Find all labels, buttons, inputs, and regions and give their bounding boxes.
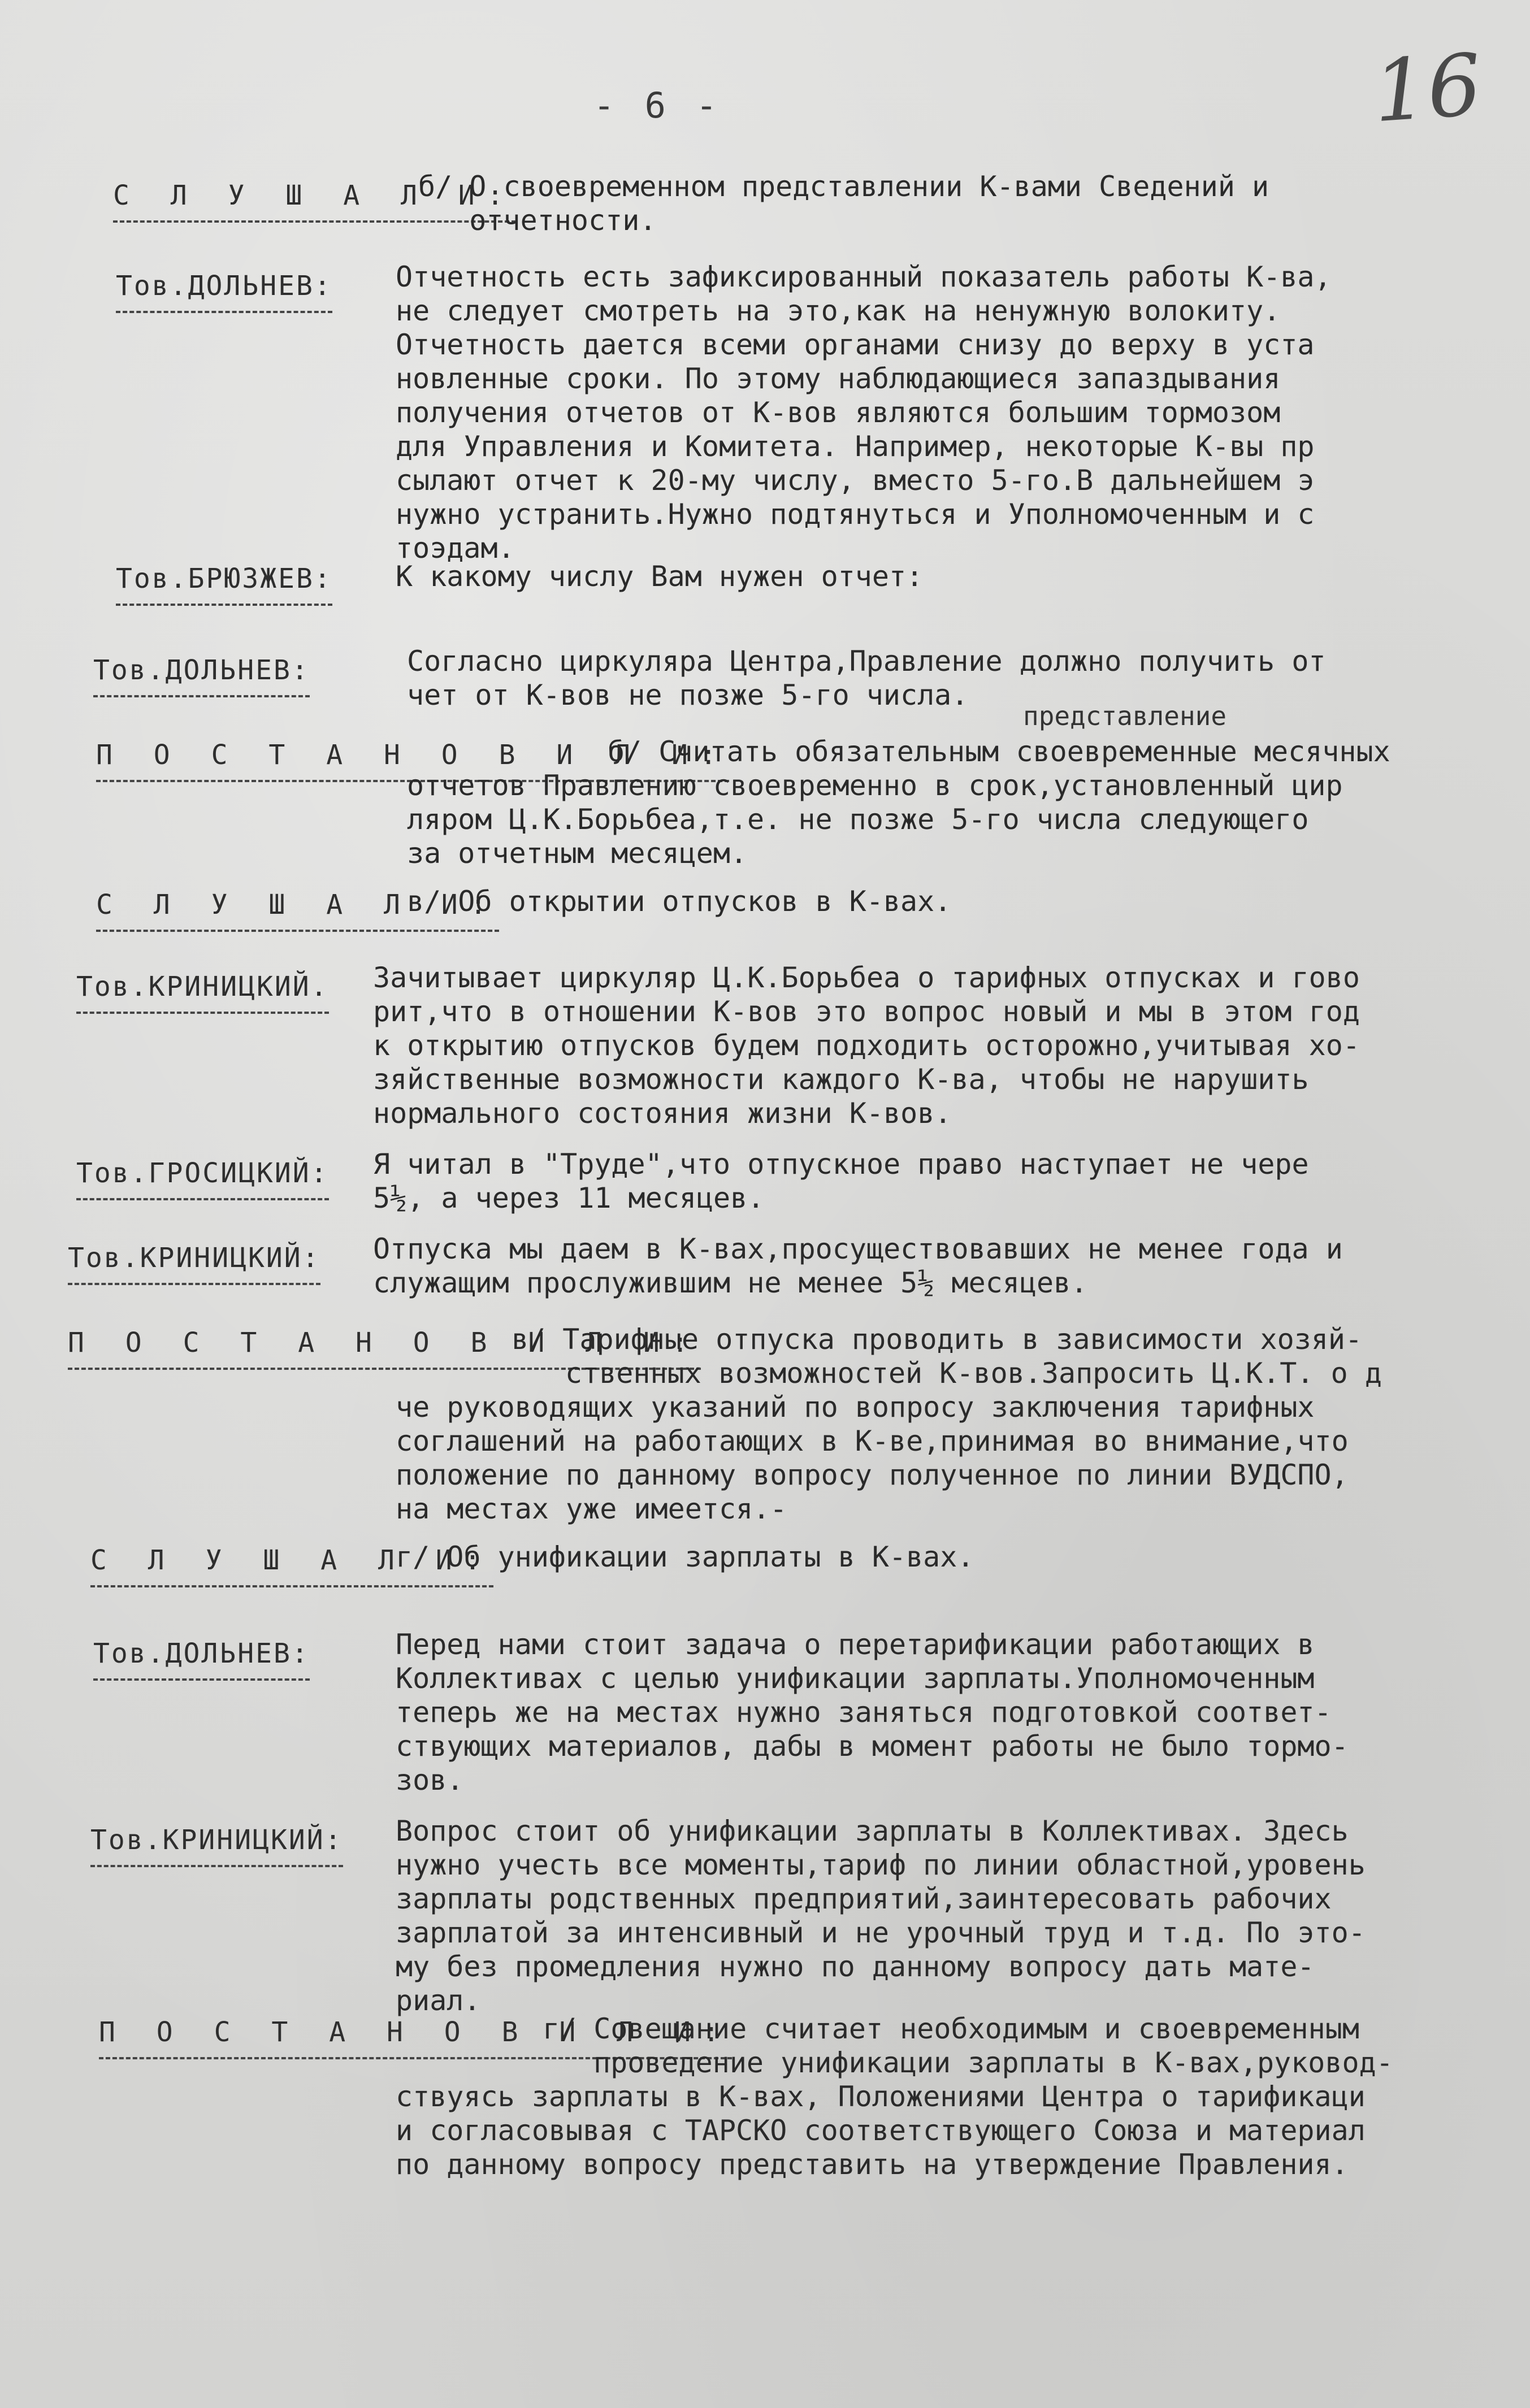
- text-line: б/ О своевременном представлении К-вами Сведений и: [418, 170, 1269, 203]
- text-line: отчетности.: [418, 204, 657, 237]
- text-line: нормального состояния жизни К-вов.: [373, 1097, 952, 1130]
- text-line: ственных возможностей К-вов.Запросить Ц.К.Т. о д: [565, 1357, 1382, 1390]
- speech-text: [373, 1232, 1481, 1300]
- text-line: ляром Ц.К.Борьбеа,т.е. не позже 5-го числа следующего: [407, 803, 1309, 836]
- text-line: г/ Об унификации зарплаты в К-вах.: [396, 1541, 974, 1573]
- text-line: за отчетным месяцем.: [407, 837, 748, 870]
- speech-text: [396, 559, 1503, 593]
- resolution-text-continued: [396, 2080, 1503, 2181]
- entry-text: [396, 1540, 1503, 1574]
- text-line: и согласовывая с ТАРСКО соответствующего Союза и материал: [396, 2114, 1366, 2147]
- entry-text: [418, 170, 1526, 237]
- text-line: г/ Совещание считает необходимым и своевременным: [543, 2012, 1359, 2045]
- text-line: для Управления и Комитета. Например, некоторые К-вы пр: [396, 430, 1315, 463]
- resolution-text-continued: [396, 1390, 1503, 1526]
- page-number: - 6 -: [593, 85, 722, 126]
- text-line: ствующих материалов, дабы в момент работы не было тормо-: [396, 1730, 1349, 1763]
- text-line: в/ Тарифные отпуска проводить в зависимости хозяй-: [512, 1323, 1363, 1356]
- speaker-name: Тов.ДОЛЬНЕВ:: [116, 270, 332, 302]
- speaker-name: Тов.БРЮЗЖЕВ:: [116, 563, 332, 595]
- text-line: в/ Об открытии отпусков в К-вах.: [407, 885, 952, 918]
- text-line: отчетов Правлению своевременно в срок,установленный цир: [407, 769, 1343, 802]
- text-line: зарплаты родственных предприятий,заинтересовать рабочих: [396, 1882, 1332, 1915]
- entry-label: С Л У Ш А Л И:: [113, 180, 516, 211]
- speaker-name: Тов.ГРОСИЦКИЙ:: [76, 1157, 329, 1189]
- text-line: служащим прослужившим не менее 5½ месяцев.: [373, 1266, 1088, 1299]
- text-line: Отпуска мы даем в К-вах,просуществовавших не менее года и: [373, 1233, 1343, 1265]
- text-line: по данному вопросу представить на утверждение Правления.: [396, 2148, 1349, 2181]
- text-line: Коллективах с целью унификации зарплаты.Уполномоченным: [396, 1662, 1315, 1695]
- speech-text: [373, 961, 1481, 1130]
- text-line: б/ Считать обязательным своевременные месячных: [608, 735, 1390, 768]
- entry-text: [407, 884, 1515, 918]
- text-line: Перед нами стоит задача о перетарификации работающих в: [396, 1628, 1315, 1661]
- text-line: нужно учесть все моменты,тариф по линии областной,уровень: [396, 1849, 1366, 1881]
- text-line: че руководящих указаний по вопросу заключения тарифных: [396, 1391, 1315, 1424]
- text-line: ствуясь зарплаты в К-вах, Положениями Центра о тарификаци: [396, 2080, 1366, 2113]
- text-line: зяйственные возможности каждого К-ва, чтобы не нарушить: [373, 1063, 1309, 1096]
- text-line: Вопрос стоит об унификации зарплаты в Коллективах. Здесь: [396, 1815, 1349, 1847]
- text-line: чет от К-вов не позже 5-го числа.: [407, 679, 969, 711]
- text-line: Отчетность дается всеми органами снизу до верху в уста: [396, 328, 1315, 361]
- entry-label: П О С Т А Н О В И Л И:: [99, 2016, 732, 2048]
- speaker-name: Тов.ДОЛЬНЕВ:: [93, 654, 310, 686]
- text-line: сылают отчет к 20-му числу, вместо 5-го.В дальнейшем э: [396, 464, 1315, 497]
- text-line: 5½, а через 11 месяцев.: [373, 1182, 765, 1214]
- speaker-name: Тов.КРИНИЦКИЙ.: [76, 971, 329, 1003]
- text-line: рит,что в отношении К-вов это вопрос новый и мы в этом год: [373, 995, 1360, 1028]
- text-line: зарплатой за интенсивный и не урочный труд и т.д. По это-: [396, 1916, 1366, 1949]
- text-line: К какому числу Вам нужен отчет:: [396, 560, 924, 593]
- text-line: Согласно циркуляра Центра,Правление должно получить от: [407, 645, 1326, 678]
- speech-text: [396, 1814, 1503, 2017]
- speaker-name: Тов.КРИНИЦКИЙ:: [90, 1824, 343, 1856]
- text-line: риал.: [396, 1984, 481, 2017]
- text-line: зов.: [396, 1764, 464, 1797]
- text-line: Отчетность есть зафиксированный показатель работы К-ва,: [396, 261, 1332, 293]
- speech-text: [373, 1147, 1481, 1215]
- resolution-text-insert: [565, 1356, 1520, 1390]
- entry-label: П О С Т А Н О В И Л И:: [96, 739, 729, 771]
- text-line: соглашений на работающих в К-ве,принимая во внимание,что: [396, 1425, 1349, 1457]
- text-line: тоэдам.: [396, 532, 515, 565]
- entry-label: С Л У Ш А Л И:: [96, 889, 499, 921]
- speaker-name: Тов.ДОЛЬНЕВ:: [93, 1638, 310, 1669]
- text-line: Я читал в "Труде",что отпускное право наступает не чере: [373, 1148, 1309, 1181]
- entry-label: С Л У Ш А Л И:: [90, 1544, 493, 1576]
- archive-folio-number: 16: [1370, 36, 1485, 142]
- handwritten-insertion: представление: [1023, 701, 1227, 731]
- text-line: Зачитывает циркуляр Ц.К.Борьбеа о тарифных отпусках и гово: [373, 961, 1360, 994]
- text-line: му без промедления нужно по данному вопросу дать мате-: [396, 1950, 1315, 1983]
- resolution-text-continued: [407, 769, 1515, 870]
- text-line: теперь же на местах нужно заняться подготовкой соответ-: [396, 1696, 1332, 1729]
- text-line: положение по данному вопросу полученное по линии ВУДСПО,: [396, 1459, 1349, 1491]
- entry-label: П О С Т А Н О В И Л И:: [68, 1327, 701, 1359]
- text-line: не следует смотреть на это,как на ненужную волокиту.: [396, 294, 1281, 327]
- speech-text: [396, 260, 1503, 565]
- resolution-text-insert: [593, 2046, 1520, 2080]
- text-line: новленные сроки. По этому наблюдающиеся запаздывания: [396, 362, 1281, 395]
- speaker-name: Тов.КРИНИЦКИЙ:: [68, 1242, 320, 1274]
- resolution-text: [512, 1322, 1518, 1356]
- speech-text: [396, 1628, 1503, 1797]
- resolution-text: [543, 2012, 1515, 2046]
- text-line: на местах уже имеется.-: [396, 1492, 787, 1525]
- text-line: проведение унификации зарплаты в К-вах,руковод-: [593, 2046, 1393, 2079]
- text-line: к открытию отпусков будем подходить осторожно,учитывая хо-: [373, 1029, 1360, 1062]
- text-line: нужно устранить.Нужно подтянуться и Уполномоченным и с: [396, 498, 1315, 531]
- text-line: получения отчетов от К-вов являются большим тормозом: [396, 396, 1281, 429]
- speech-text: [407, 644, 1515, 712]
- resolution-text: [608, 735, 1512, 769]
